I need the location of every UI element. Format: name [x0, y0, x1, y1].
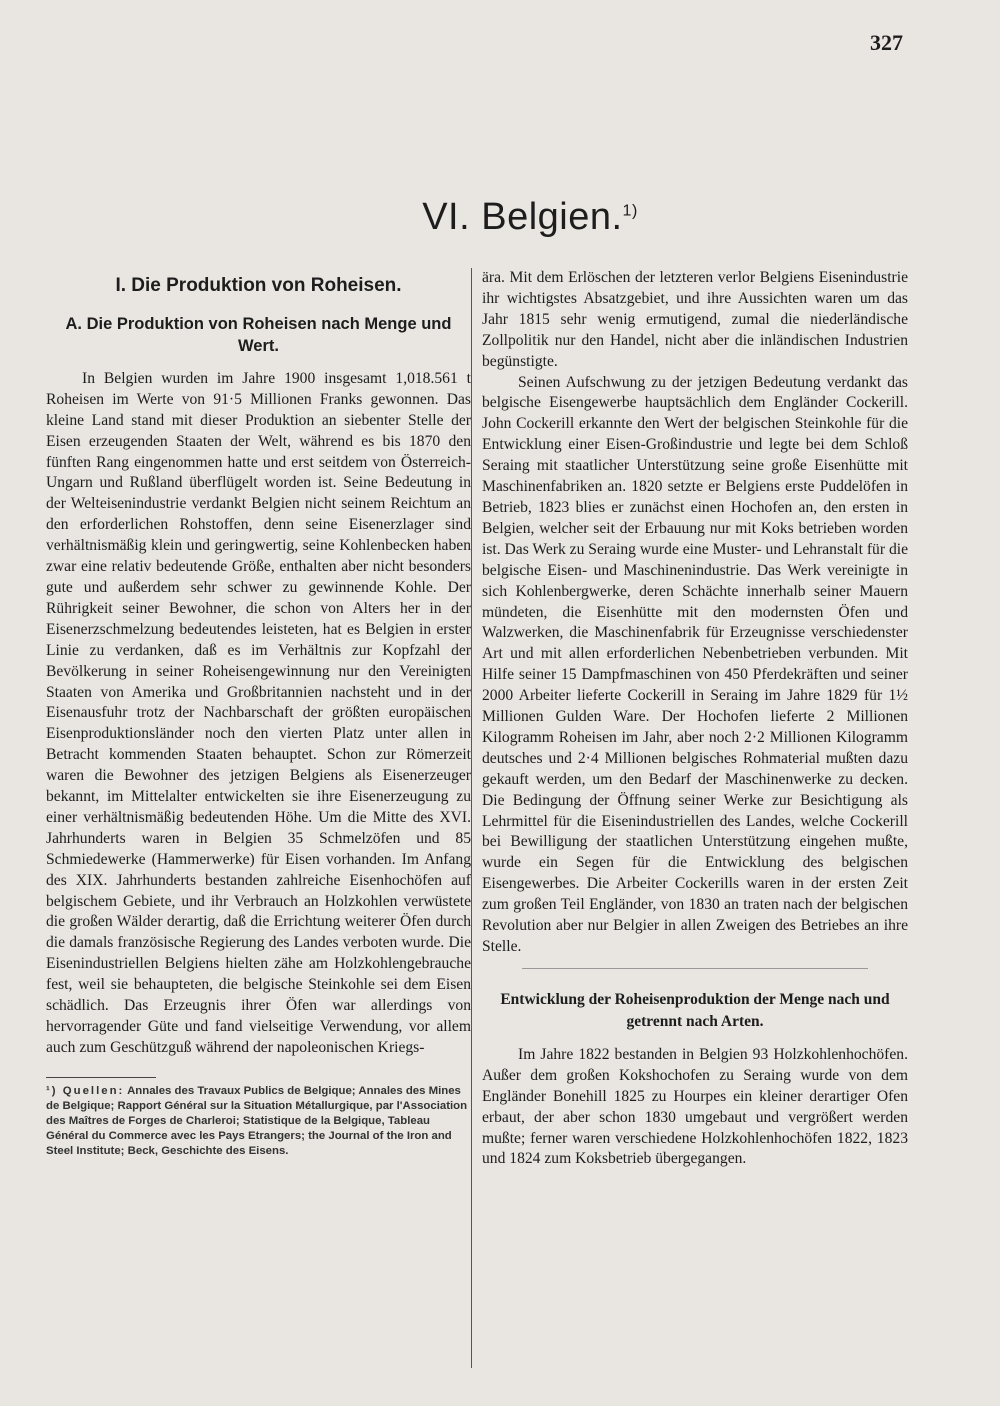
- section-divider: [522, 968, 868, 969]
- right-column: [482, 268, 908, 1170]
- body-paragraph: In Belgien wurden im Jahre 1900 insgesamt 1,018.561 t Roheisen im Werte von 91·5 Millionen Franks gewonnen. Das kleine Land stand mit dieser Produktion an siebenter Stelle der Eisen erzeugenden Staaten der Welt, während es bis 1870 den fünften Rang eingenommen hatte und erst seitdem von Österreich-Ungarn und Rußland überflügelt worden ist. Seine Bedeutung in der Welteisenindustrie verdankt Belgien nicht seinem Reichtum an den erforderlichen Rohstoffen, denn seine Eisenerzlager sind verhältnismäßig klein und geringwertig, seine Kohlenbecken haben zwar eine relativ bedeutende Größe, enthalten aber nicht besonders gute und außerdem sehr schwer zu gewinnende Kohle. Der Rührigkeit seiner Bewohner, die schon von Alters her in der Eisenerzschmelzung bedeutendes leisteten, hat es Belgien in erster Linie zu verdanken, daß es im Verhältnis zur Kopfzahl der Bevölkerung in seiner Roheisengewinnung nur den Vereinigten Staaten von Amerika und Großbritannien nachsteht und in der Eisenausfuhr trotz der Nachbarschaft der größten europäischen Eisenproduktionsländer noch den vierten Platz unter allen in Betracht kommenden Staaten behauptet. Schon zur Römerzeit waren die Bewohner des jetzigen Belgiens als Eisenerzeuger bekannt, im Mittelalter entwickelten sie ihre Eisenerzeugung zu einer verhältnismäßig bedeutenden Höhe. Um die Mitte des XVI. Jahrhunderts waren in Belgien 35 Schmelzöfen und 85 Schmiedewerke (Hammerwerke) für Eisen vorhanden. Im Anfang des XIX. Jahrhunderts bestanden zahlreiche Eisenhochöfen auf belgischem Gebiete, und ihr Verbrauch an Holzkohlen verwüstete die großen Wälder derartig, daß die Errichtung weiterer Öfen durch die damals französische Regierung des Landes verboten wurde. Die Eisenindustriellen Belgiens hielten zähe am Holzkohlengebrauche fest, weil sie behaupteten, die belgische Steinkohle sei dem Eisen schädlich. Das Erzeugnis ihrer Öfen war allerdings von hervorragender Güte und fand vielseitige Verwendung, vor allem auch zum Geschützguß während der napoleonischen Kriegs-: [46, 369, 471, 1056]
- section-heading: I. Die Produktion von Roheisen.: [115, 275, 402, 296]
- chapter-title: [0, 196, 1000, 239]
- left-column: [46, 268, 471, 1159]
- chapter-footnote-mark: 1): [622, 202, 638, 220]
- footnote: [46, 1084, 471, 1159]
- footnote-label: ¹) Quellen:: [46, 1084, 125, 1097]
- subsection-heading: A. Die Produktion von Roheisen nach Menge und Wert.: [65, 314, 452, 355]
- page-number: 327: [870, 30, 903, 55]
- body-paragraph-continuation: ära. Mit dem Erlöschen der letzteren verlor Belgiens Eisenindustrie ihr wichtigstes Absatzgebiet, und ihre Aussichten waren um das Jahr 1815 sehr wenig ermutigend, zumal die niederländische Zollpolitik nur den Handel, nicht aber die inländischen Industrien begünstigte.: [482, 269, 908, 370]
- body-paragraph: Seinen Aufschwung zu der jetzigen Bedeutung verdankt das belgische Eisengewerbe hauptsächlich dem Engländer Cockerill. John Cockerill erkannte den Wert der belgischen Steinkohle für die Entwicklung einer Eisen-Großindustrie und legte bei dem Schloß Seraing mit staatlicher Unterstützung seine große Eisenhütte mit Maschinenfabriken an. 1820 setzte er Belgiens erste Puddelöfen in Betrieb, 1823 blies er zunächst einen Hochofen an, den ersten in Belgien, welcher seit der Erbauung nur mit Koks betrieben worden ist. Das Werk zu Seraing wurde eine Muster- und Lehranstalt für die belgische Eisen- und Maschinenindustrie. Das Werk vereinigte in sich Kohlenbergwerke, deren Schächte innerhalb seiner Mauern mündeten, die Eisenhütte mit den modernsten Öfen und Walzwerken, die Maschinenfabrik für Erzeugnisse verschiedenster Art und mit allen erforderlichen Nebenbetrieben verbunden. Mit Hilfe seiner 15 Dampfmaschinen von 450 Pferdekräften und seiner 2000 Arbeiter lieferte Cockerill in Seraing im Jahre 1829 für 1½ Millionen Gulden Ware. Der Hochofen lieferte 2 Millionen Kilogramm Roheisen im Jahr, aber noch 2·2 Millionen Kilogramm deutsches und 2·4 Millionen belgisches Rohmaterial mußten dazu gekauft werden, um den Bedarf der Maschinenwerke zu decken. Die Bedingung der Öffnung seiner Werke zur Besichtigung als Lehrmittel für die Eisenindustriellen des Landes, welche Cockerill bei Bewilligung der staatlichen Unterstützung eingehen mußte, wurde ein Segen für die Entwicklung des belgischen Eisengewerbes. Die Arbeiter Cockerills waren in der ersten Zeit zum großen Teil Engländer, von 1830 an traten nach der belgischen Revolution aber nur Belgier in allen Zweigen des Betriebes an ihre Stelle.: [482, 373, 908, 955]
- footnote-divider: [46, 1077, 156, 1078]
- body-paragraph: Im Jahre 1822 bestanden in Belgien 93 Holzkohlenhochöfen. Außer dem großen Kokshochofen zu Seraing wurde von dem Engländer Bonehill 1825 zu Hourpes ein kleiner derartiger Ofen erbaut, der aber schon 1830 umgebaut und vergrößert werden mußte; ferner waren verschiedene Holzkohlenhochöfen 1822, 1823 und 1824 zum Koksbetrieb übergegangen.: [482, 1045, 908, 1168]
- subsection-heading-right: Entwicklung der Roheisenproduktion der Menge nach und getrennt nach Arten.: [500, 990, 890, 1030]
- footnote-text: Annales des Travaux Publics de Belgique; Annales des Mines de Belgique; Rapport Général sur la Situation Métallurgique, par l'Association des Maîtres de Forges de Charleroi; Statistique de la Belgique, Tableau Général du Commerce avec les Pays Etrangers; the Journal of the Iron and Steel Institute; Beck, Geschichte des Eisens.: [46, 1084, 468, 1157]
- column-divider: [471, 268, 472, 1368]
- chapter-title-text: VI. Belgien.: [422, 196, 623, 238]
